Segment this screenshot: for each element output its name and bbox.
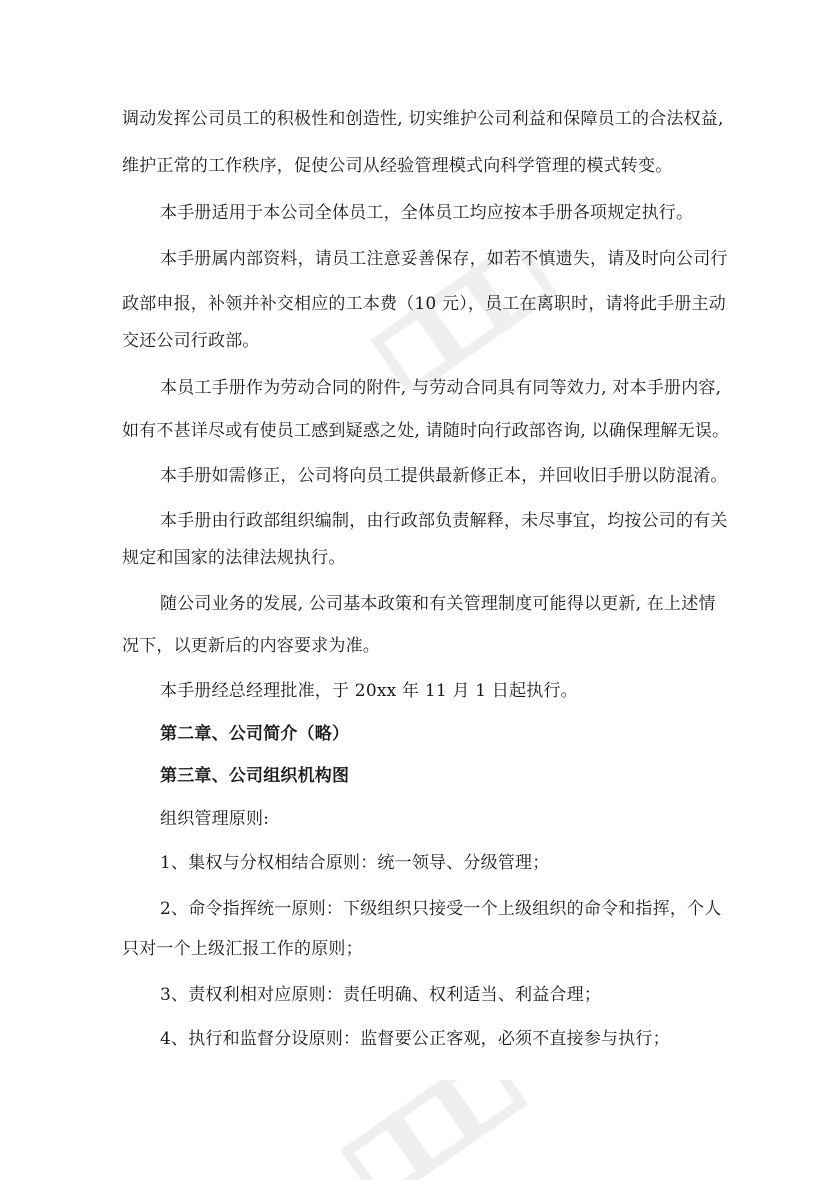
paragraph-line: 况下，以更新后的内容要求为准。	[122, 636, 380, 656]
list-item-continuation: 只对一个上级汇报工作的原则；	[122, 939, 363, 959]
paragraph-line: 政部申报，补领并补交相应的工本费（10 元），员工在离职时，请将此手册主动	[122, 294, 726, 314]
watermark-logo-bottom	[330, 1080, 530, 1180]
list-item: 3、责权利相对应原则：责任明确、权利适当、利益合理；	[160, 985, 602, 1005]
paragraph-line: 本手册由行政部组织编制，由行政部负责解释，未尽事宜，均按公司的有关	[160, 511, 728, 531]
chapter-heading: 第二章、公司简介（略）	[160, 724, 350, 744]
paragraph-line: 本员工手册作为劳动合同的附件, 与劳动合同具有同等效力, 对本手册内容,	[160, 378, 722, 398]
list-item: 2、命令指挥统一原则：下级组织只接受一个上级组织的命令和指挥，个人	[160, 899, 722, 919]
paragraph-line: 本手册适用于本公司全体员工，全体员工均应按本手册各项规定执行。	[160, 203, 694, 223]
section-label: 组织管理原则:	[160, 809, 270, 829]
paragraph-line: 如有不甚详尽或有使员工感到疑惑之处, 请随时向行政部咨询, 以确保理解无误。	[122, 421, 730, 441]
paragraph-line: 维护正常的工作秩序，促使公司从经验管理模式向科学管理的模式转变。	[122, 156, 673, 176]
paragraph-line: 本手册经总经理批准，于 20xx 年 11 月 1 日起执行。	[160, 681, 578, 701]
watermark-logo	[360, 250, 560, 390]
paragraph-line: 规定和国家的法律法规执行。	[122, 548, 346, 568]
paragraph-line: 交还公司行政部。	[122, 331, 260, 351]
paragraph-line: 本手册属内部资料，请员工注意妥善保存，如若不慎遗失，请及时向公司行	[160, 249, 728, 269]
paragraph-line: 随公司业务的发展, 公司基本政策和有关管理制度可能得以更新, 在上述情	[160, 594, 716, 614]
list-item: 4、执行和监督分设原则：监督要公正客观，必须不直接参与执行；	[160, 1029, 670, 1049]
paragraph-line: 调动发挥公司员工的积极性和创造性, 切实维护公司利益和保障员工的合法权益,	[122, 109, 724, 129]
list-item: 1、集权与分权相结合原则：统一领导、分级管理；	[160, 853, 550, 873]
paragraph-line: 本手册如需修正，公司将向员工提供最新修正本，并回收旧手册以防混淆。	[160, 466, 728, 486]
chapter-heading: 第三章、公司组织机构图	[160, 766, 350, 786]
